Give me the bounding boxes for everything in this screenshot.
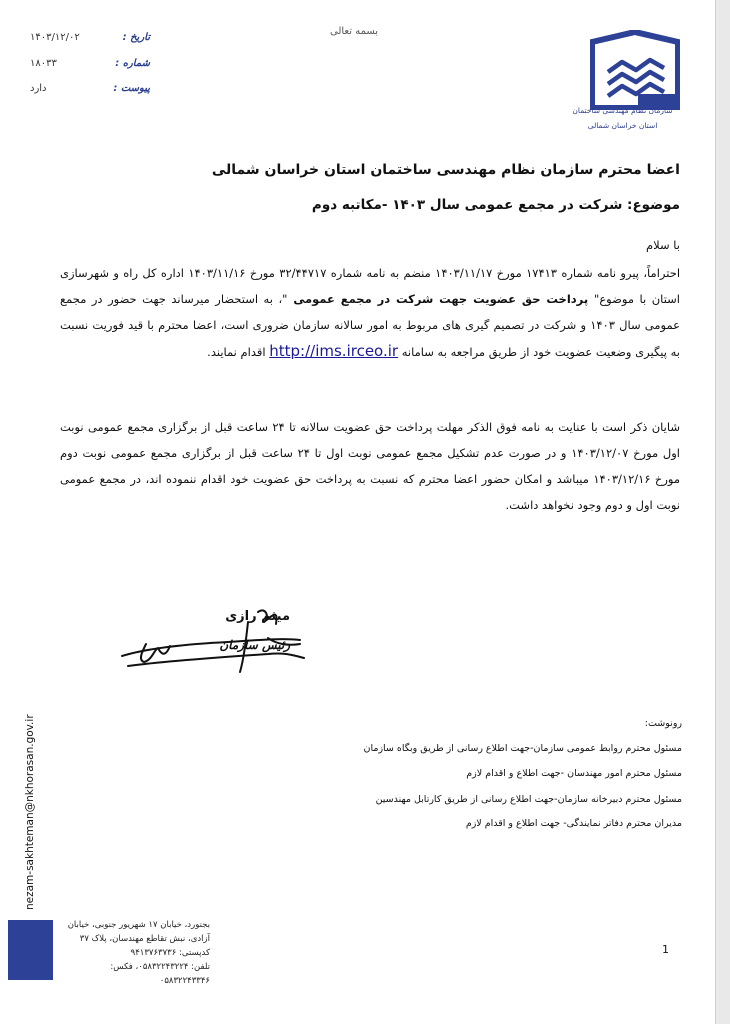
address-line: تلفن: ۰۵۸۳۲۲۴۳۲۲۴، فکس: ۰۵۸۳۲۲۴۳۳۴۶ xyxy=(110,962,210,986)
paragraph-1 xyxy=(60,260,680,365)
signatory-name: میثم رازی xyxy=(225,609,290,624)
footer-address xyxy=(60,918,210,988)
address-line: آزادی، نبش تقاطع مهندسان، پلاک ۳۷ xyxy=(79,934,210,944)
date-row xyxy=(30,32,150,43)
email-text: nezam-sakhteman@nkhorasan.gov.ir xyxy=(24,714,36,910)
page-number: 1 xyxy=(662,943,669,956)
greeting: با سلام xyxy=(646,238,680,252)
paragraph-1-middle: "، به استحضار میرساند جهت حضور در مجمع عمومی سال ۱۴۰۳ و شرکت در تصمیم گیری های مربوط به امور سالانه سازمان ضروری است، اعضا محترم با قید فوریت نسبت به پیگیری وضعیت عضویت خود از طریق مراجعه به سامانه xyxy=(60,292,680,359)
cc-item: مسئول محترم امور مهندسان -جهت اطلاع و اقدام لازم xyxy=(466,768,682,779)
subject-label: موضوع: xyxy=(627,197,680,213)
number-label: شماره : xyxy=(115,58,150,69)
ims-link[interactable]: http://ims.irceo.ir xyxy=(269,342,399,360)
cc-item: مسئول محترم دبیرخانه سازمان-جهت اطلاع رسانی از طریق کارتابل مهندسین xyxy=(375,794,682,805)
number-value: ۱۸۰۳۳ xyxy=(30,58,57,69)
subject-text: شرکت در مجمع عمومی سال ۱۴۰۳ -مکاتبه دوم xyxy=(311,197,623,213)
cc-title: رونوشت: xyxy=(644,718,682,729)
recipient: اعضا محترم سازمان نظام مهندسی ساختمان استان خراسان شمالی xyxy=(211,162,680,178)
address-line: کدپستی: ۹۴۱۳۷۶۳۷۳۶ xyxy=(130,948,210,958)
number-row xyxy=(30,58,150,69)
cc-item: مدیران محترم دفاتر نمایندگی- جهت اطلاع و اقدام لازم xyxy=(465,818,682,829)
paragraph-2: شایان ذکر است با عنایت به نامه فوق الذکر مهلت پرداخت حق عضویت سالانه تا ۲۴ ساعت قبل از برگزاری مجمع عمومی نوبت اول مورخ ۱۴۰۳/۱۲/۰۷ و در صورت عدم تشکیل مجمع عمومی نوبت اول تا ۲۴ ساعت قبل از برگزاری مجمع عمومی نوبت دوم مورخ ۱۴۰۳/۱۲/۱۶ میباشد و امکان حضور اعضا محترم که نسبت به پرداخت حق عضویت خود اقدام ننموده اند، در مجمع عمومی نوبت اول و دوم وجود نخواهد داشت. xyxy=(60,420,681,512)
address-line: بجنورد، خیابان ۱۷ شهریور جنوبی، خیابان xyxy=(67,920,210,930)
page-edge xyxy=(715,0,730,1024)
vertical-email xyxy=(20,700,40,910)
footer-brand-block xyxy=(8,920,53,980)
bismillah: بسمه تعالی xyxy=(330,26,379,37)
date-label: تاریخ : xyxy=(122,32,150,43)
signatory-title: رئیس سازمان xyxy=(219,638,290,652)
cc-item: مسئول محترم روابط عمومی سازمان-جهت اطلاع رسانی از طریق وبگاه سازمان xyxy=(363,743,682,754)
logo-text-province: استان خراسان شمالی xyxy=(587,121,658,130)
paragraph-1-bold: پرداخت حق عضویت جهت شرکت در مجمع عمومی xyxy=(287,292,595,306)
logo-text-org: سازمان نظام مهندسی ساختمان xyxy=(572,106,673,115)
paragraph-1-start: احتراماً، پیرو نامه شماره ۱۷۴۱۳ مورخ ۱۴۰۳/۱۱/۱۷ منضم به نامه شماره ۳۲/۴۴۷۱۷ مورخ ۱۴۰۳/۱۱/۱۶ اداره کل راه و شهرسازی استان با موضوع" xyxy=(60,266,681,306)
attachment-value: دارد xyxy=(30,83,47,94)
subject xyxy=(80,197,680,213)
organization-logo xyxy=(590,30,680,110)
date-value: ۱۴۰۳/۱۲/۰۲ xyxy=(30,32,80,43)
attachment-label: پیوست : xyxy=(113,83,150,94)
attachment-row xyxy=(30,83,150,94)
paragraph-1-end: اقدام نمایند. xyxy=(207,345,266,359)
